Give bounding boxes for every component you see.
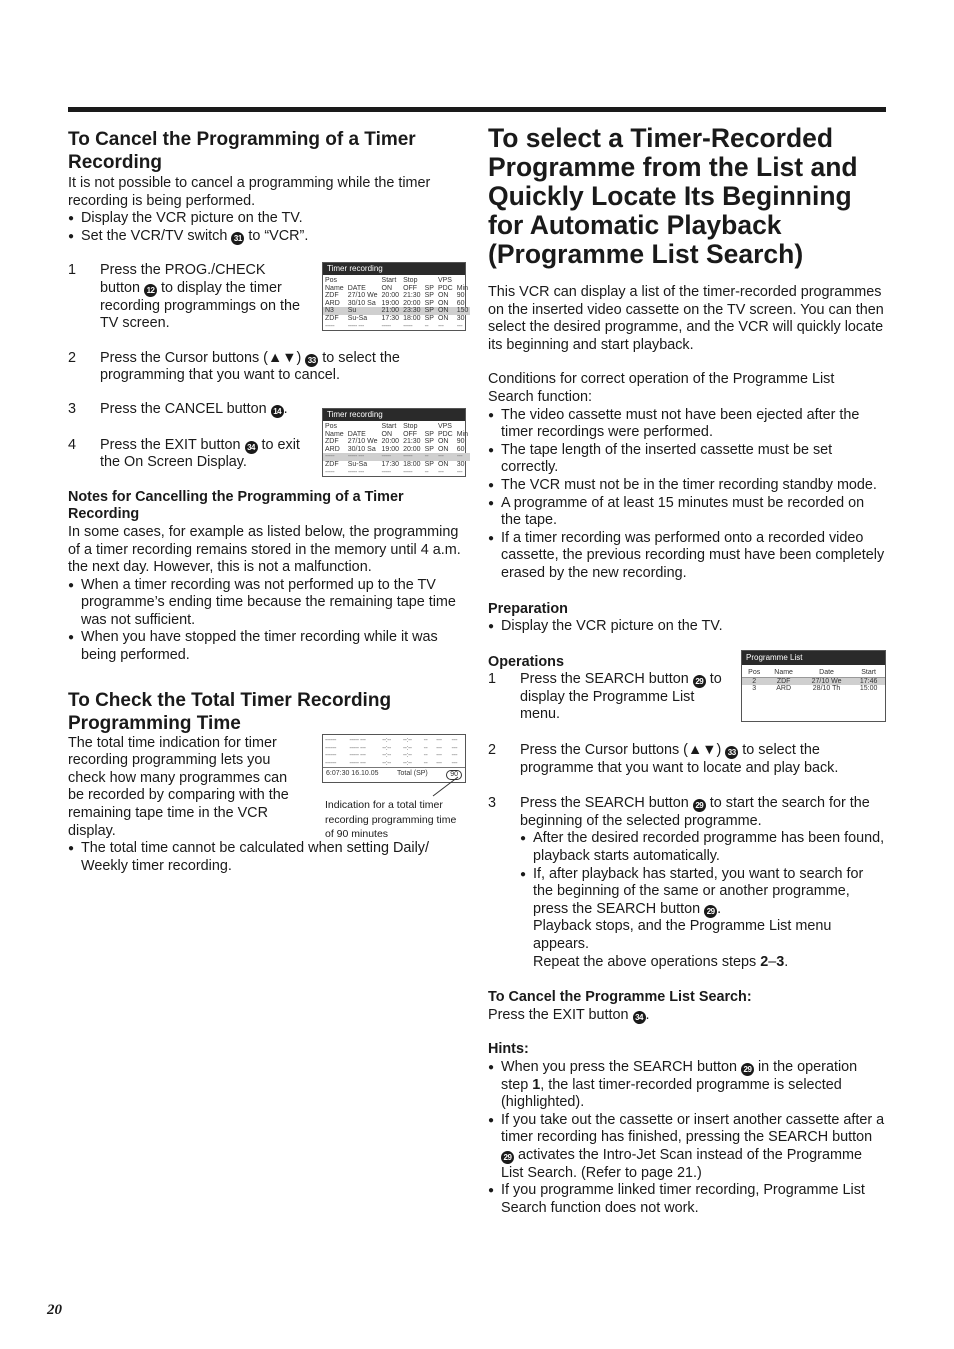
- operations-heading: Operations: [488, 653, 564, 670]
- note-item: ● When a timer recording was not performed up to the TV programme’s ending time because the remaining tape time was not sufficient.: [68, 577, 468, 630]
- button-12-icon: 12: [144, 284, 157, 297]
- osd-title: Timer recording: [323, 263, 465, 275]
- osd-row-empty: ------ ----- --- --:-- --:-- -- --- ---: [325, 759, 458, 767]
- button-29-icon: 29: [704, 905, 717, 918]
- button-29-icon: 29: [501, 1151, 514, 1164]
- search-step-2: 2 Press the Cursor buttons (▲▼) 33 to select the programme that you want to locate and play back.: [488, 742, 839, 776]
- osd-total-footer: 6:07:30 16.10.05 Total (SP) 90: [323, 767, 465, 782]
- osd-table: Pos Start Stop VPS Name DATE ON OFF SP PDC Min ZDF 27/10 We 20:00 21:30 SP ON 90 ARD 30/10 Sa 19:00 20:00 SP ON 60 ----- ----- --- ----- ----- -- --- --- ZDF Su-Sa 17:30 18:00 SP ON 30 ----- ----- --- ----- ----- -- --- ---: [325, 423, 468, 476]
- notes-heading: Notes for Cancelling the Programming of a Timer Recording: [68, 488, 404, 523]
- cancel-bullet-2: ● Set the VCR/TV switch 31 to “VCR”.: [68, 228, 468, 246]
- step3-subitem: ● If, after playback has started, you want to search for the beginning of the same or another programme, press the SEARCH button 29 . Playback stops, and the Programme List menu appears. Repeat the above operations steps 2–3.: [520, 866, 886, 972]
- callout-line: [430, 776, 460, 798]
- cancel-bullets: [68, 210, 468, 245]
- cancel-step-4: 4 Press the EXIT button 34 to exit the On Screen Display.: [68, 436, 300, 471]
- button-33-icon: 33: [305, 354, 318, 367]
- osd-table: Pos Name Date Start 2 ZDF 27/10 We 17:46 3 ARD 28/10 Th 15:00: [742, 669, 885, 693]
- total-heading: To Check the Total Timer Recording Programming Time: [68, 689, 392, 734]
- step3-sublist: [520, 830, 886, 971]
- osd-table: Pos Start Stop VPS Name DATE ON OFF SP PDC Min ZDF 27/10 We 20:00 21:30 SP ON 90 ARD 30/10 Sa 19:00 20:00 SP ON 60 N3 Su 21:00 23:30 SP ON 150 ZDF Su-Sa 17:30 18:00 SP ON 30 ----- ----- --- ----- ----- -- --- ---: [325, 277, 469, 330]
- button-29-icon: 29: [741, 1063, 754, 1076]
- page-number: 20: [47, 1302, 62, 1318]
- preparation-item: ● Display the VCR picture on the TV.: [488, 618, 886, 636]
- osd-row: ZDF 27/10 We 20:00 21:30 SP ON 90: [325, 292, 465, 300]
- total-caption: Indication for a total timer recording programming time of 90 minutes: [325, 799, 457, 840]
- osd-title: Programme List: [742, 651, 885, 665]
- osd-row-highlighted: ----- ----- --- ----- ----- -- --- ---: [323, 453, 470, 461]
- note-item: ● When you have stopped the timer recording while it was being performed.: [68, 629, 468, 664]
- osd-programme-list: [741, 650, 886, 722]
- search-step-3: 3 Press the SEARCH button 29 to start the search for the beginning of the selected programme. ● After the desired recorded programme has been found, playback starts automatically. ● If, after playback has started, you want to search for the beginning of the same or another programme, press the SEARCH button 29 . Playback stops, and the Programme List menu appears. Repeat the above operations steps 2–3.: [488, 795, 886, 971]
- osd-row-empty: ------ ----- --- --:-- --:-- -- --- ---: [325, 744, 458, 752]
- search-heading: To select a Timer-Recorded Programme from the List and Quickly Locate Its Beginning for Automatic Playback (Programme List Search): [488, 123, 858, 269]
- total-bullet: ● The total time cannot be calculated when setting Daily/ Weekly timer recording.: [68, 840, 468, 875]
- osd-row-empty: ----- ----- --- ----- ----- -- --- ---: [325, 322, 463, 330]
- top-rule: [68, 107, 886, 112]
- preparation-heading: Preparation: [488, 600, 568, 617]
- osd-row: ZDF Su-Sa 17:30 18:00 SP ON 30: [325, 460, 465, 468]
- button-33-icon: 33: [725, 746, 738, 759]
- notes-list: [68, 577, 468, 665]
- osd-row-highlighted: N3 Su 21:00 23:30 SP ON 150: [325, 307, 469, 315]
- osd-timer-recording-after-cancel: [322, 408, 466, 477]
- cancel-heading: To Cancel the Programming of a Timer Recording: [68, 129, 416, 173]
- button-29-icon: 29: [693, 799, 706, 812]
- preparation-list: [488, 618, 886, 636]
- total-bullets: [68, 840, 468, 875]
- conditions-list: [488, 407, 886, 583]
- condition-item: ● The tape length of the inserted cassette must be set correctly.: [488, 442, 886, 477]
- button-34-icon: 34: [633, 1011, 646, 1024]
- total-text: The total time indication for timer recording programming lets you check how many programmes can be recorded by comparing with the remaining tape time in the VCR display.: [68, 734, 289, 839]
- osd-table: [323, 737, 465, 767]
- osd-row: ZDF 27/10 We 20:00 21:30 SP ON 90: [325, 438, 465, 446]
- button-34-icon: 34: [245, 441, 258, 454]
- osd-row-empty: ------ ----- --- --:-- --:-- -- --- ---: [325, 752, 458, 760]
- button-14-icon: 14: [271, 405, 284, 418]
- hint-item: ● When you press the SEARCH button 29 in the operation step 1, the last timer-recorded programme is selected (highlighted).: [488, 1059, 886, 1112]
- search-intro: This VCR can display a list of the timer-recorded programmes on the inserted video cassette on the TV screen. You can then select the desired programme, and the VCR will quickly locate its beginning and start playback.: [488, 284, 884, 353]
- button-31-icon: 31: [231, 232, 244, 245]
- notes-intro: In some cases, for example as listed below, the programming of a timer recording remains stored in the memory until 4 a.m. the next day. However, this is not a malfunction.: [68, 523, 461, 576]
- hint-item: ● If you take out the cassette or insert another cassette after a timer recording has finished, pressing the SEARCH button 29 activates the Intro-Jet Scan instead of the Programme List Search. (Refer to page 21.): [488, 1112, 886, 1182]
- condition-item: ● The video cassette must not have been ejected after the timer recordings were performed.: [488, 407, 886, 442]
- cancel-step-2: 2 Press the Cursor buttons (▲▼) 33 to select the programming that you want to cancel.: [68, 349, 400, 384]
- conditions-intro: Conditions for correct operation of the Programme List Search function:: [488, 371, 835, 405]
- cancel-step-1: 1 Press the PROG./CHECK button 12 to display the timer recording programmings on the TV screen.: [68, 262, 300, 332]
- cancel-bullet-1: ● Display the VCR picture on the TV.: [68, 210, 468, 228]
- osd-row-empty: ----- ----- --- ----- ----- -- --- ---: [325, 468, 463, 476]
- cancel-search-text: Press the EXIT button 34 .: [488, 1006, 650, 1023]
- osd-title: Timer recording: [323, 409, 465, 421]
- search-step-1: 1 Press the SEARCH button 29 to display the Programme List menu.: [488, 671, 722, 723]
- hint-item: ● If you programme linked timer recording, Programme List Search function does not work.: [488, 1182, 886, 1217]
- plist-row-highlighted: 2 ZDF 27/10 We 17:46: [742, 677, 885, 685]
- osd-row-empty: ------ ----- --- --:-- --:-- -- --- ---: [325, 737, 458, 744]
- hints-heading: Hints:: [488, 1041, 529, 1058]
- button-29-icon: 29: [693, 675, 706, 688]
- condition-item: ● A programme of at least 15 minutes must be recorded on the tape.: [488, 495, 886, 530]
- cancel-intro: It is not possible to cancel a programming while the timer recording is being performed.: [68, 175, 431, 209]
- cancel-search-heading: To Cancel the Programme List Search:: [488, 989, 752, 1006]
- osd-timer-recording-list: [322, 262, 469, 331]
- hints-list: [488, 1059, 886, 1217]
- step3-subitem: ● After the desired recorded programme has been found, playback starts automatically.: [520, 830, 886, 865]
- osd-row: ZDF Su-Sa 17:30 18:00 SP ON 30: [325, 314, 465, 322]
- total-minutes-value: 90: [446, 770, 462, 780]
- condition-item: ● If a timer recording was performed onto a recorded video cassette, the previous recording must have been completely erased by the new recording.: [488, 530, 886, 583]
- condition-item: ● The VCR must not be in the timer recording standby mode.: [488, 477, 886, 495]
- plist-row: 3 ARD 28/10 Th 15:00: [752, 685, 878, 693]
- osd-row: ARD 30/10 Sa 19:00 20:00 SP ON 60: [325, 445, 465, 453]
- osd-row: ARD 30/10 Sa 19:00 20:00 SP ON 60: [325, 299, 465, 307]
- cancel-step-3: 3 Press the CANCEL button 14 .: [68, 400, 288, 417]
